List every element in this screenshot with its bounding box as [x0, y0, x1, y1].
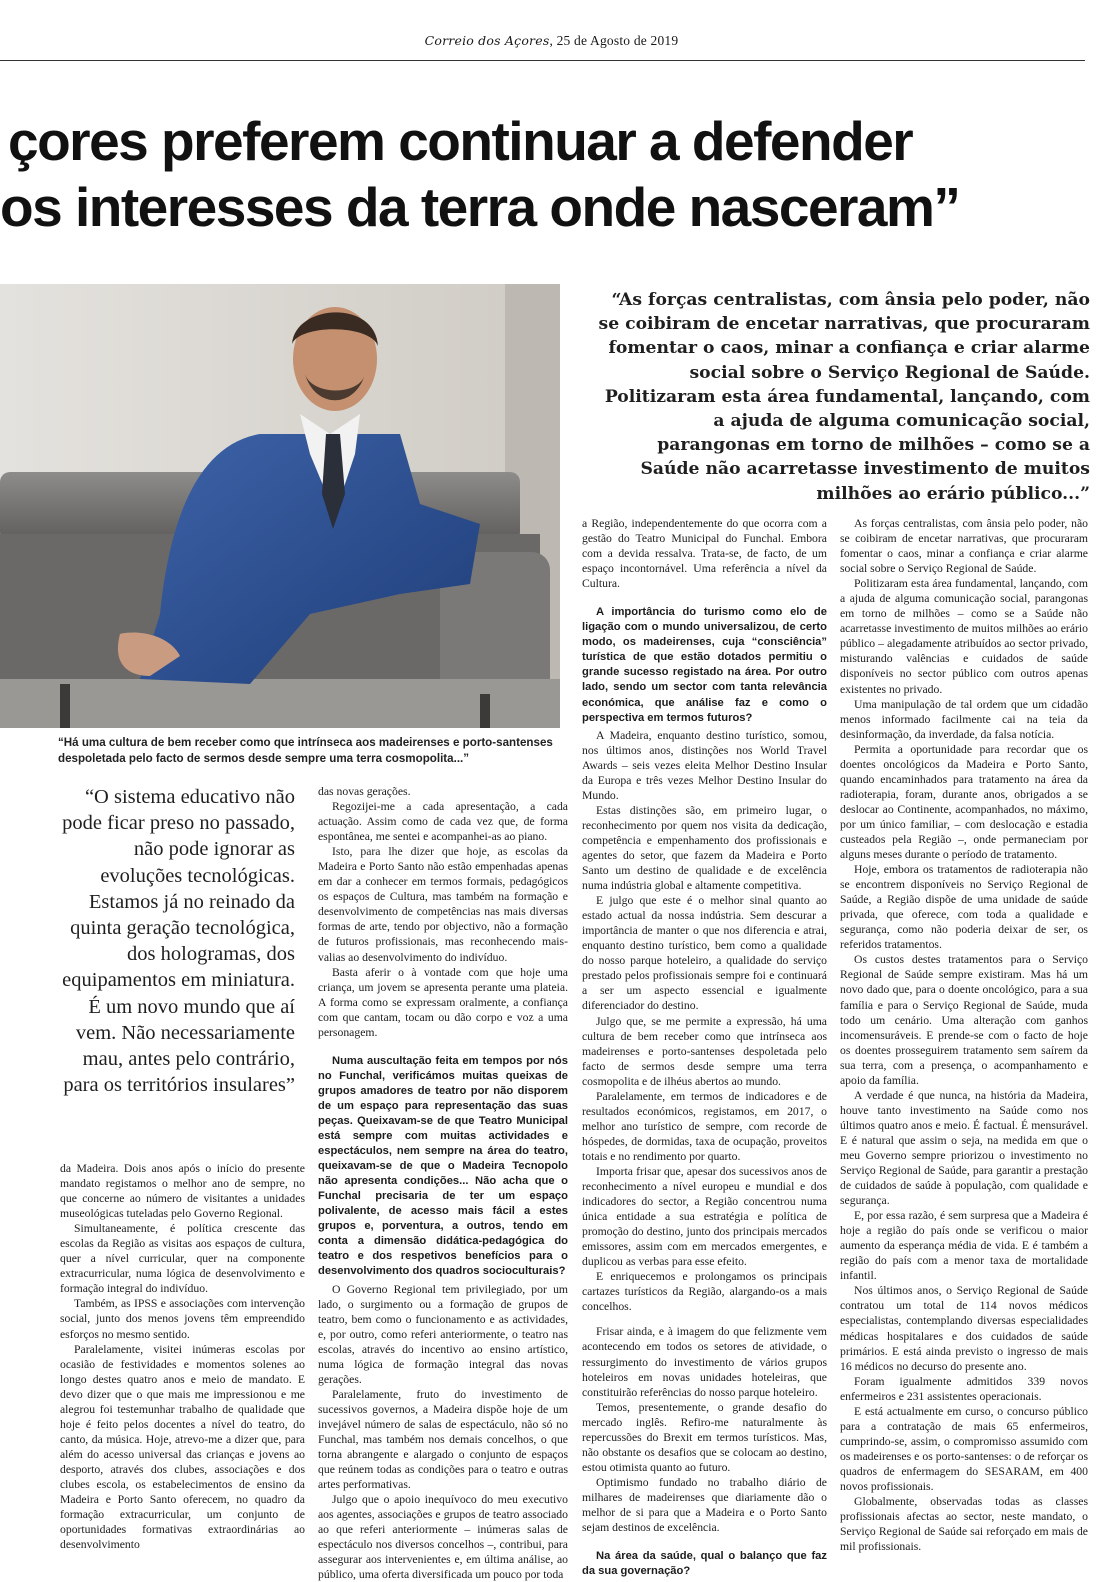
article-column-3	[582, 516, 827, 1581]
article-column-4	[840, 516, 1088, 1554]
paragraph: Optimismo fundado no trabalho diário de milhares de madeirenses que diariamente dão o melhor de si para que a Madeira e o Porto Santo sejam destinos de excelência.	[582, 1475, 827, 1535]
paragraph: Globalmente, observadas todas as classes profissionais afectas ao sector, neste mandato, o Serviço Regional de Saúde sai reforçado em mais de mil profissionais.	[840, 1495, 1088, 1554]
paragraph: Temos, presentemente, o grande desafio do mercado inglês. Refiro-me naturalmente às repercussões do Brexit em termos turísticos. Mas, não obstante os desafios que se colocam ao destino, estou otimista quanto ao futuro.	[582, 1400, 827, 1474]
masthead	[0, 33, 1103, 49]
paragraph: A verdade é que nunca, na história da Madeira, houve tanto investimento na Saúde como nos últimos quatro anos e meio. É factual. É mensurável. E é natural que assim o seja, na medida em que o meu Governo sempre priorizou o investimento no Serviço Regional de Saúde, para garantir a prestação de cuidados de saúde à população, com qualidade e segurança.	[840, 1088, 1088, 1208]
paragraph: Paralelamente, visitei inúmeras escolas por ocasião de festividades e momentos solenes ao longo destes quatro anos e meio de mandato. E devo dizer que o que mais me impressionou e me alegrou foi testemunhar trabalho de qualidade que hoje é feito pelos docentes a nível do teatro, do canto, da música. Hoje, atrevo-me a dizer que, para além do acesso universal das crianças e jovens ao desporto, através dos clubes, associações e dos clubes escola, os estabelecimentos de ensino da Madeira e Porto Santo oferecem, no quadro da formação extracurricular, um conjunto de oportunidades formativas extraordinárias ao desenvolvimento	[60, 1342, 305, 1552]
paragraph: Paralelamente, fruto do investimento de sucessivos governos, a Madeira dispõe hoje de um invejável número de salas de espectáculo, não só no Funchal, mas também nos demais concelhos, o que torna abrangente e alargado o conjunto de espaços que reúnem todas as condições para o teatro e outras artes performativas.	[318, 1387, 568, 1492]
newspaper-name: Correio dos Açores	[424, 33, 550, 48]
paragraph: das novas gerações.	[318, 785, 411, 798]
paragraph: E está actualmente em curso, o concurso público para a contratação de mais 65 enfermeiros, cumprindo-se, assim, o compromisso assumido com os madeirenses e os porto-santenses: o de reforçar os quadros de enfermagem do SESARAM, em 400 novos profissionais.	[840, 1404, 1088, 1493]
paragraph: Julgo que, se me permite a expressão, há uma cultura de bem receber como que intrínseca aos madeirenses e porto-santenses despoletada pelo facto de sermos desde sempre uma terra cosmopolita e de ilhéus abertos ao mundo.	[582, 1014, 827, 1088]
paragraph: da Madeira. Dois anos após o início do presente mandato registamos o melhor ano de sempre, no que concerne ao número de visitantes a unidades museológicas tuteladas pelo Governo Regional.	[60, 1162, 305, 1221]
paragraph: Os custos destes tratamentos para o Serviço Regional de Saúde sempre existiram. Mas há um novo dado que, para o doente oncológico, para a sua família e para o Serviço Regional de Saúde, muda todo um cenário. Uma alteração com ganhos incomensuráveis. E prende-se com o facto de hoje os doentes prosseguirem tratamento sem saírem da sua terra, com a presença, o acompanhamento e apoio da família.	[840, 953, 1088, 1087]
paragraph: Foram igualmente admitidos 339 novos enfermeiros e 231 assistentes operacionais.	[840, 1374, 1088, 1403]
paragraph: Estas distinções são, em primeiro lugar, o reconhecimento por quem nos visita da dedicação, competência e empenhamento dos profissionais e agentes do setor, que fazem da Madeira e Porto Santo um destino de qualidade e de excelência numa indústria global e altamente competitiva.	[582, 803, 827, 893]
headline-line-1: çores preferem continuar a defender	[8, 110, 913, 172]
paragraph: Julgo que o apoio inequívoco do meu executivo aos agentes, associações e grupos de teatro associado ao que referi anteriormente – inúmeras salas de espectáculo nos diversos concelhos –, contribui, para assegurar aos intervenientes e, em última análise, ao público, uma oferta diversificada um pouco por toda	[318, 1493, 568, 1582]
paragraph: Também, as IPSS e associações com intervenção social, junto dos menos jovens têm empreendido esforços no mesmo sentido.	[60, 1297, 305, 1341]
paragraph: Nos últimos anos, o Serviço Regional de Saúde contratou um total de 114 novos médicos especialistas, contemplando diversas especialidades médicas hospitalares e dos cuidados de saúde primários. E está ainda previsto o ingresso de mais 16 médicos no decurso do presente ano.	[840, 1284, 1088, 1373]
issue-date: , 25 de Agosto de 2019	[549, 33, 679, 48]
paragraph: Importa frisar que, apesar dos sucessivos anos de reconhecimento a nível europeu e mundial e dos indicadores do sector, a Região concentrou numa única entidade a sua estratégia e política de promoção do destino, junto dos principais mercados emissores, assim com em mercados emergentes, e duplicou as verbas para esse efeito.	[582, 1164, 827, 1269]
paragraph: E enriquecemos e prolongamos os principais cartazes turísticos da Região, alargando-os a mais concelhos.	[582, 1270, 827, 1314]
paragraph: Uma manipulação de tal ordem que um cidadão menos informado facilmente cai na teia da desinformação, da inverdade, da falsa notícia.	[840, 697, 1088, 741]
masthead-rule	[0, 60, 1085, 61]
interview-question: Numa auscultação feita em tempos por nós no Funchal, verificámos muitas queixas de grupos amadores de teatro por não disporem de um espaço para representação das suas peças. Queixavam-se de que Teatro Municipal está sempre com muitas actividades e espectáculos, nem sempre na área do teatro, queixavam-se de que o Madeira Tecnopolo não apresenta condições... Não acha que o Funchal precisaria de ter um espaço polivalente, de acesso mais fácil a estes grupos e, porventura, a outros, tendo em conta a dimensão didática-pedagógica do teatro e dos respetivos benefícios para o desenvolvimento dos quadros socioculturais?	[318, 1054, 568, 1278]
paragraph: A Madeira, enquanto destino turístico, somou, nos últimos anos, distinções nos World Travel Awards – seis vezes eleita Melhor Destino Insular da Europa e três vezes Melhor Destino Insular do Mundo.	[582, 728, 827, 802]
paragraph: Politizaram esta área fundamental, lançando, com a ajuda de alguma comunicação social, parangonas em torno de milhões – como se a Saúde não acarretasse investimento de muitos milhões ao erário público – alegadamente atribuídos ao sector privado, misturando valências e cuidados de saúde disponíveis no sector público com outros apenas existentes no privado.	[840, 577, 1088, 696]
paragraph: E julgo que este é o melhor sinal quanto ao estado actual da nossa indústria. Sem descurar a importância de manter o que nos diferencia e atrai, enquanto destino turístico, bem como a qualidade do nosso parque hoteleiro, a qualidade do serviço prestado pelos profissionais sempre foi e continuará a ser um aspecto essencial e igualmente diferenciador do destino.	[582, 894, 827, 1013]
paragraph: a Região, independentemente do que ocorra com a gestão do Teatro Municipal do Funchal. Embora com a devida ressalva. Trata-se, de facto, de um espaço incontornável. Uma referência a nível da Cultura.	[582, 517, 827, 591]
photo-caption: “Há uma cultura de bem receber como que intrínseca aos madeirenses e porto-santenses despoletada pelo facto de sermos desde sempre uma terra cosmopolita...”	[58, 736, 553, 765]
paragraph: Paralelamente, em termos de indicadores e de resultados económicos, registamos, em 2017, o melhor ano turístico de sempre, com recorde de hóspedes, de dormidas, taxa de ocupação, proveitos totais e no rendimento por quarto.	[582, 1089, 827, 1163]
paragraph: E, por essa razão, é sem surpresa que a Madeira é hoje a região do país onde se verificou o maior aumento da esperança média de vida. E é também a região do país com a menor taxa de mortalidade infantil.	[840, 1209, 1088, 1283]
paragraph: Hoje, embora os tratamentos de radioterapia não se encontrem disponíveis no Serviço Regional de Saúde, a Região dispõe de uma unidade de saúde privada, que oferece, com toda a qualidade e segurança, como não poderia deixar de ser, os referidos tratamentos.	[840, 863, 1088, 952]
paragraph: Frisar ainda, e à imagem do que felizmente vem acontecendo em todos os setores de atividade, o ressurgimento do investimento de vários grupos hoteleiros em novas unidades hoteleiras, que constituirão referências do nosso parque hoteleiro.	[582, 1325, 827, 1399]
paragraph: Isto, para lhe dizer que hoje, as escolas da Madeira e Porto Santo não estão empenhadas apenas em dar a conhecer em termos formais, pedagógicos os espaços de Cultura, mas também na formação e desenvolvimento de competências nas mais diversas formas de arte, tendo por objectivo, não a formação de futuros profissionais, mas reconhecendo mais-valias ao desenvolvimento do indivíduo.	[318, 845, 568, 964]
paragraph: O Governo Regional tem privilegiado, por um lado, o surgimento ou a formação de grupos de teatro, bem como o funcionamento e as actividades, e, por outro, como referi anteriormente, o teatro nas escolas, através do incentivo ao ensino artístico, numa lógica de formação integral das novas gerações.	[318, 1282, 568, 1386]
interview-question: Na área da saúde, qual o balanço que faz da sua governação?	[582, 1550, 827, 1578]
paragraph: Basta aferir o à vontade com que hoje uma criança, um jovem se apresenta perante uma plateia. A forma como se expressam oralmente, a confiança com que cantam, tocam ou dão corpo e voz a uma personagem.	[318, 965, 568, 1039]
interview-question: A importância do turismo como elo de ligação com o mundo universalizou, de certo modo, os madeirenses, cuja “consciência” turística de que estão dotados permitiu o grande sucesso registado na área. Por outro lado, sendo um sector com tanta relevância económica, que análise faz e como o perspectiva em termos futuros?	[582, 606, 827, 724]
paragraph: Simultaneamente, é política crescente das escolas da Região as visitas aos espaços de cultura, quer a nível curricular, quer na componente extracurricular, numa lógica de desenvolvimento e formação integral do indivíduo.	[60, 1222, 305, 1296]
article-column-2	[318, 784, 568, 1582]
headline-line-2: os interesses da terra onde nasceram”	[0, 176, 960, 238]
pullquote-left: “O sistema educativo não pode ficar preso no passado, não pode ignorar as evoluções tecnológicas. Estamos já no reinado da quinta geração tecnológica, dos hologramas, dos equipamentos em miniatura. É um novo mundo que aí vem. Não necessariamente mau, antes pelo contrário, para os territórios insulares”	[62, 786, 295, 1097]
headline	[0, 108, 1100, 240]
interview-photo	[0, 284, 560, 728]
article-column-1	[60, 1161, 305, 1552]
paragraph: Permita a oportunidade para recordar que os doentes oncológicos da Madeira e Porto Santo, quando encaminhados para tratamento na área da radioterapia, foram, durante anos, obrigados a se deslocar ao Continente, acompanhados, no máximo, por um único familiar, – com deslocação e estadia custeados pela Região –, onde permaneciam por alguns meses durante o período de tratamento.	[840, 742, 1088, 862]
paragraph: Regozijei-me a cada apresentação, a cada actuação. Assim como de cada vez que, de forma espontânea, me sentei e acompanhei-as ao piano.	[318, 800, 568, 844]
paragraph: As forças centralistas, com ânsia pelo poder, não se coibiram de encetar narrativas, que procuraram fomentar o caos, minar a confiança e criar alarme social sobre o Serviço Regional de Saúde.	[840, 517, 1088, 576]
pullquote-top: “As forças centralistas, com ânsia pelo poder, não se coibiram de encetar narrativas, que procuraram fomentar o caos, minar a confiança e criar alarme social sobre o Serviço Regional de Saúde. Politizaram esta área fundamental, lançando, com a ajuda de alguma comunicação social, parangonas em torno de milhões – como se a Saúde não acarretasse investimento de muitos milhões ao erário público...”	[598, 290, 1090, 504]
